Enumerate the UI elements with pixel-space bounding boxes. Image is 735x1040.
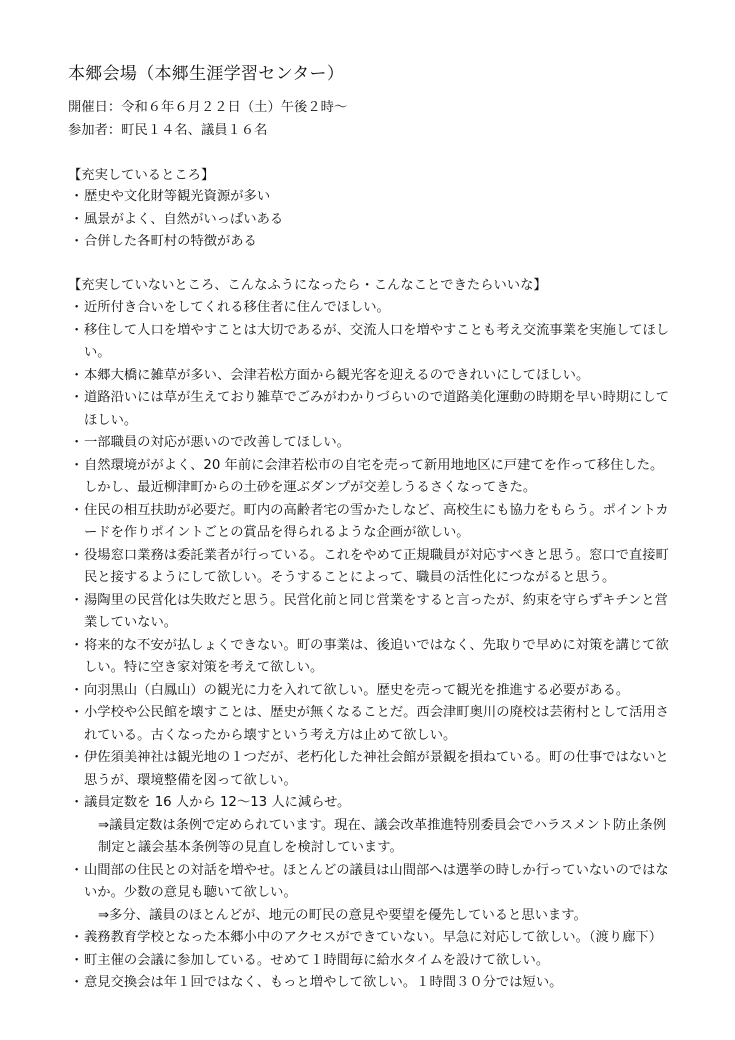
bullet: ・: [70, 547, 84, 563]
item-text: 住民の相互扶助が必要だ。町内の高齢者宅の雪かたしなど、高校生にも協力をもらう。ポイントカードを作りポイントごとの賞品を得られるような企画が欲しい。: [84, 502, 669, 540]
item-text: 山間部の住民との対話を増やせ。ほとんどの議員は山間部へは選挙の時しか行っていないのではないか。少数の意見も聴いて欲しい。: [84, 862, 669, 900]
item-text: 意見交換会は年１回ではなく、もっと増やして欲しい。１時間３０分では短い。: [84, 975, 563, 990]
list-item: [68, 972, 673, 995]
list-item: [68, 792, 673, 860]
bullet: ・: [70, 637, 84, 653]
list-item: [68, 297, 673, 320]
list-item: [68, 387, 673, 432]
list-item: [68, 320, 673, 365]
bullet: ・: [70, 390, 84, 405]
item-text: 湯陶里の民営化は失敗だと思う。民営化前と同じ営業をすると言ったが、約束を守らずキチンと営業していない。: [84, 592, 668, 630]
item-text: 向羽黒山（白鳳山）の観光に力を入れて欲しい。歴史を売って観光を推進する必要がある。: [84, 682, 630, 698]
list-item: [68, 455, 673, 500]
item-text: 道路沿いには草が生えており雑草でごみがわかりづらいので道路美化運動の時期を早い時期にしてほしい。: [84, 390, 670, 428]
strengths-list: [68, 186, 673, 254]
list-item: [68, 747, 673, 792]
bullet: ・: [70, 682, 84, 698]
list-item: [68, 500, 673, 545]
bullet: ・: [70, 211, 84, 227]
bullet: ・: [70, 705, 84, 720]
list-item: [68, 680, 673, 703]
list-item: [68, 927, 673, 950]
section-wishes-heading: 【充実していないところ、こんなふうになったら・こんなことできたらいいな】: [68, 278, 547, 293]
item-text: 義務教育学校となった本郷小中のアクセスができていない。早急に対応して欲しい。（渡り廊下）: [84, 930, 663, 945]
item-text: 一部職員の対応が悪いので改善してほしい。: [84, 435, 350, 450]
date-line: 開催日：令和６年６月２２日（土）午後２時～: [68, 100, 348, 115]
item-text: 小学校や公民館を壊すことは、歴史が無くなることだ。西会津町奥川の廃校は芸術村として活用されている。古くなったから壊すという考え方は止めて欲しい。: [84, 705, 670, 743]
item-text: 役場窓口業務は委託業者が行っている。これをやめて正規職員が対応すべきと思う。窓口で直接町民と接するようにして欲しい。そうすることによって、職員の活性化につながると思う。: [84, 547, 669, 585]
bullet: ・: [70, 234, 84, 249]
reply-text: ⇒議員定数は条例で定められています。現在、議会改革推進特別委員会でハラスメント防止条例制定と議会基本条例等の見直しを検討しています。: [98, 817, 667, 855]
section-strengths-heading: 【充実しているところ】: [68, 168, 215, 183]
bullet: ・: [70, 322, 84, 338]
bullet: ・: [70, 952, 84, 968]
bullet: ・: [70, 300, 84, 315]
list-item: [68, 590, 673, 635]
item-text: 町主催の会議に参加している。せめて１時間毎に給水タイムを設けて欲しい。: [84, 952, 550, 968]
item-text: 将来的な不安が払しょくできない。町の事業は、後追いではなく、先取りで早めに対策を講じて欲しい。特に空き家対策を考えて欲しい。: [84, 637, 669, 675]
list-item: [68, 545, 673, 590]
wishes-list: [68, 297, 673, 995]
bullet: ・: [70, 862, 84, 878]
list-item: ・ 風景がよく、自然がいっぱいある: [68, 209, 673, 232]
bullet: ・: [70, 189, 84, 204]
attendees-line: 参加者：町民１４名、議員１６名: [68, 123, 268, 138]
bullet: ・: [70, 930, 84, 945]
bullet: ・: [70, 435, 84, 450]
list-item: [68, 635, 673, 680]
bullet: ・: [70, 592, 84, 608]
list-item: [68, 365, 673, 388]
reply-text: ⇒多分、議員のほとんどが、地元の町民の意見や要望を優先していると思います。: [98, 907, 587, 923]
bullet: ・: [70, 502, 84, 518]
item-text: 議員定数を 16 人から 12～13 人に減らせ。: [84, 795, 351, 810]
bullet: ・: [70, 795, 84, 810]
item-text: 近所付き合いをしてくれる移住者に住んでほしい。: [84, 300, 390, 315]
list-item: [68, 950, 673, 973]
item-text: 伊佐須美神社は観光地の１つだが、老朽化した神社会館が景観を損ねている。町の仕事ではないと思うが、環境整備を図って欲しい。: [84, 750, 669, 788]
document-title: 本郷会場（本郷生涯学習センター）: [68, 64, 345, 84]
bullet: ・: [70, 750, 84, 765]
list-item: ・ 合併した各町村の特徴がある: [68, 231, 673, 254]
item-text: 本郷大橋に雑草が多い、会津若松方面から観光客を迎えるのできれいにしてほしい。: [84, 367, 590, 383]
list-item: [68, 702, 673, 747]
bullet: ・: [70, 367, 84, 383]
list-item: [68, 860, 673, 928]
item-text: 移住して人口を増やすことは大切であるが、交流人口を増やすことも考え交流事業を実施してほしい。: [84, 322, 670, 360]
list-item: ・ 歴史や文化財等観光資源が多い: [68, 186, 673, 209]
bullet: ・: [70, 457, 84, 473]
item-text: 自然環境ががよく、20 年前に会津若松市の自宅を売って新用地地区に戸建てを作って移住した。しかし、最近柳津町からの土砂を運ぶダンプが交差しうるさくなってきた。: [84, 457, 664, 495]
list-item: [68, 432, 673, 455]
bullet: ・: [70, 975, 84, 990]
